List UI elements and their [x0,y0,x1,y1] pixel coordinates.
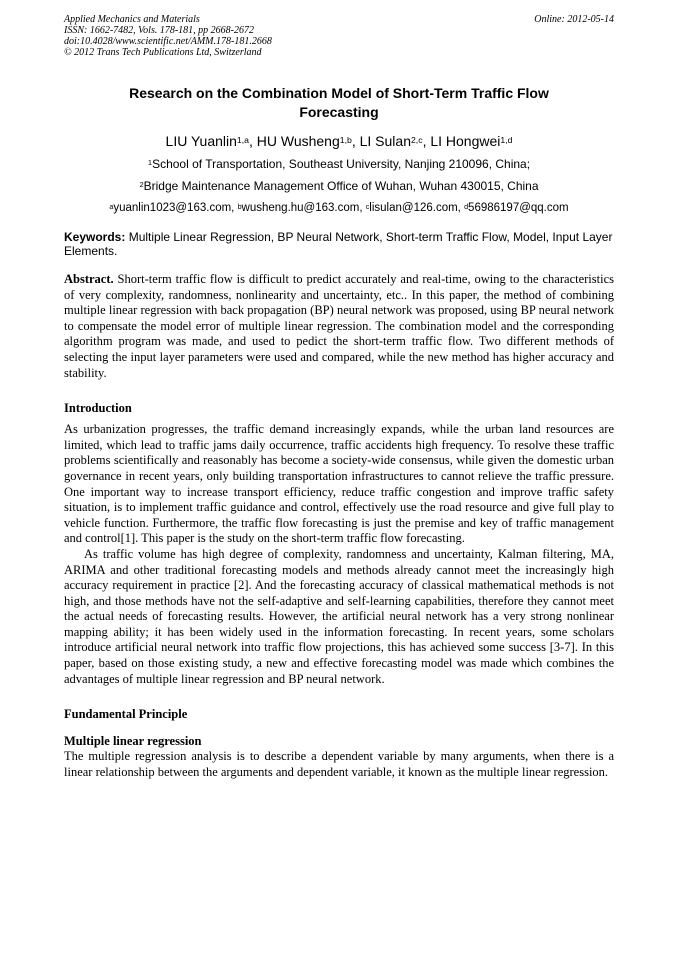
author-list [64,132,614,150]
abstract [64,272,614,381]
doi-line: doi:10.4028/www.scientific.net/AMM.178-181.2668 [64,36,272,47]
paper-page [64,14,614,780]
affiliation-2: $^2$Bridge Maintenance Management Office of Wuhan, Wuhan 430015, China [139,179,539,193]
email-list: $^a$yuanlin1023@163.com, $^b$wusheng.hu@163.com, $^c$lisulan@126.com, $^d$56986197@qq.com [109,202,569,214]
email-link[interactable]: 56986197@qq.com [468,202,569,214]
keywords-label: Keywords: [64,230,126,244]
author: LIU Yuanlin$^{1,a}$, [165,133,257,149]
email-link[interactable]: wusheng.hu@163.com, [241,202,366,214]
online-date: Online: 2012-05-14 [534,14,614,25]
intro-paragraph-2: As traffic volume has high degree of complexity, randomness and uncertainty, Kalman filtering, MA, ARIMA and other traditional forecasting models and methods already cannot meet the increasingly high accuracy requirement in practice [2]. And the forecasting accuracy of classical mathematical methods is not high, and those methods have not the self-adaptive and self-learning capabilities, therefore they cannot meet the actual needs of forecasting results. However, the artificial neural network has a very strong nonlinear mapping ability; it has been widely used in the information forecasting. In recent years, some scholars introduce artificial neural network into traffic flow projections, this has achieved some success [3-7]. In this paper, based on those existing study, a new and effective forecasting model was made which combines the advantages of multiple linear regression and BP neural network. [64,546,614,686]
journal-header [64,14,614,58]
author: LI Hongwei$^{1,d}$ [430,133,513,149]
regression-paragraph: The multiple regression analysis is to describe a dependent variable by many arguments, when there is a linear relationship between the arguments and dependent variable, it known as the multiple linear regression. [64,749,614,779]
abstract-text: Short-term traffic flow is difficult to predict accurately and real-time, owing to the characteristics of very complexity, randomness, nonlinearity and uncertainty, etc.. In this paper, the method of combining multiple linear regression with back propagation (BP) neural network was proposed, using BP neural network to compensate the model error of multiple linear regression. The combination model and the corresponding algorithm program was made, and used to pedict the short-term traffic flow. Two different methods of selecting the input layer parameters were used and compared, while the new method has higher accuracy and stability. [64,272,614,380]
keywords-text: Multiple Linear Regression, BP Neural Network, Short-term Traffic Flow, Model, Input Layer Elements. [64,230,613,258]
section-heading-introduction: Introduction [64,401,132,416]
abstract-label: Abstract. [64,272,114,286]
journal-name: Applied Mechanics and Materials [64,14,200,25]
affiliation-1: $^1$School of Transportation, Southeast University, Nanjing 210096, China; [147,157,531,171]
author: LI Sulan$^{2,c}$, [359,133,431,149]
section-heading-fundamental: Fundamental Principle [64,707,188,722]
keywords [64,230,614,258]
subsection-heading-regression: Multiple linear regression [64,734,202,749]
intro-paragraph-1: As urbanization progresses, the traffic demand increasingly expands, while the urban land resources are limited, which lead to traffic jams daily occurrence, traffic accidents high frequency. To resolve these traffic problems scientifically and reasonably has become a society-wide consensus, while given the domestic urban governance in recent years, only building transportation infrastructures to cannot relieve the traffic pressure. One important way to increase transport efficiency, reduce traffic congestion and improve traffic safety situation, is to implement traffic guidance and control, effectively use the road resource and give full play to vehicle function. Furthermore, the traffic flow forecasting is just the premise and key of traffic management and control[1]. This paper is the study on the short-term traffic flow forecasting. [64,422,614,546]
copyright-line: © 2012 Trans Tech Publications Ltd, Switzerland [64,47,262,58]
author: HU Wusheng$^{1,b}$, [256,133,360,149]
issn-line: ISSN: 1662-7482, Vols. 178-181, pp 2668-2672 [64,25,254,36]
email-link[interactable]: lisulan@126.com, [369,202,465,214]
paper-title: Research on the Combination Model of Short-Term Traffic Flow Forecasting [129,85,549,120]
email-link[interactable]: yuanlin1023@163.com, [113,202,238,214]
